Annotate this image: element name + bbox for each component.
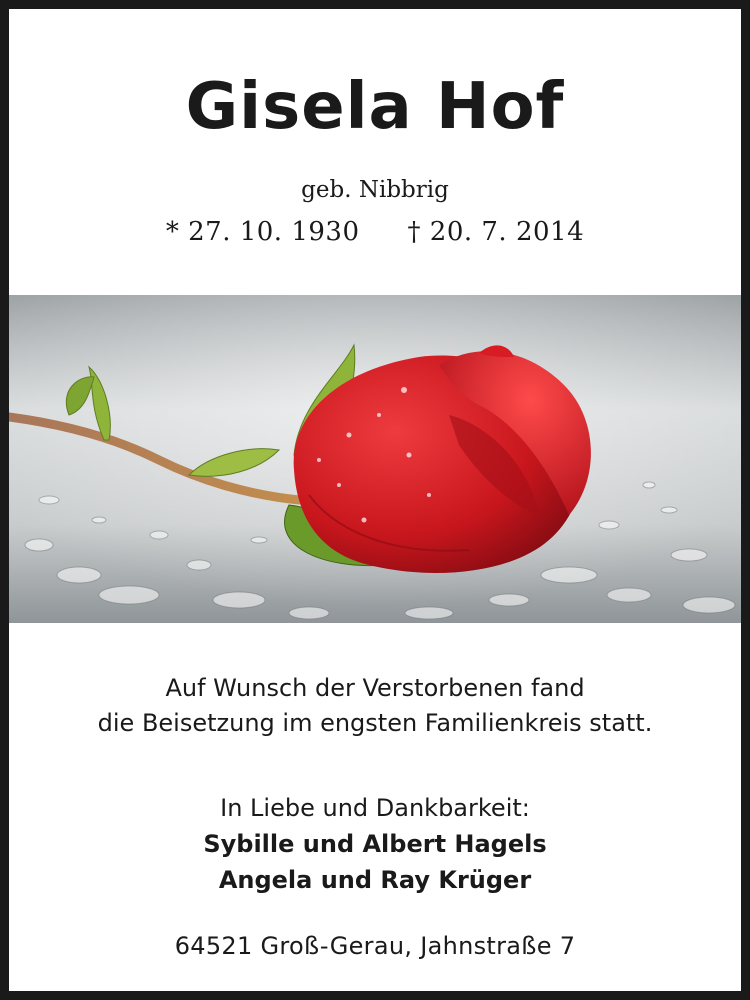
life-dates	[9, 217, 741, 247]
birth-date: * 27. 10. 1930	[165, 217, 360, 247]
address: 64521 Groß-Gerau, Jahnstraße 7	[174, 932, 576, 960]
maiden-name: geb. Nibbrig	[301, 177, 449, 203]
message-line-1: Auf Wunsch der Verstorbenen fand	[165, 674, 585, 702]
rose-image	[9, 295, 741, 623]
death-date: † 20. 7. 2014	[407, 217, 585, 247]
mourner-1: Sybille und Albert Hagels	[203, 830, 547, 858]
message-line-2: die Beisetzung im engsten Familienkreis statt.	[97, 709, 653, 737]
mourner-2: Angela und Ray Krüger	[218, 866, 532, 894]
rose-photo	[9, 295, 741, 623]
deceased-name: Gisela Hof	[185, 70, 565, 144]
closing-line: In Liebe und Dankbarkeit:	[220, 794, 530, 822]
